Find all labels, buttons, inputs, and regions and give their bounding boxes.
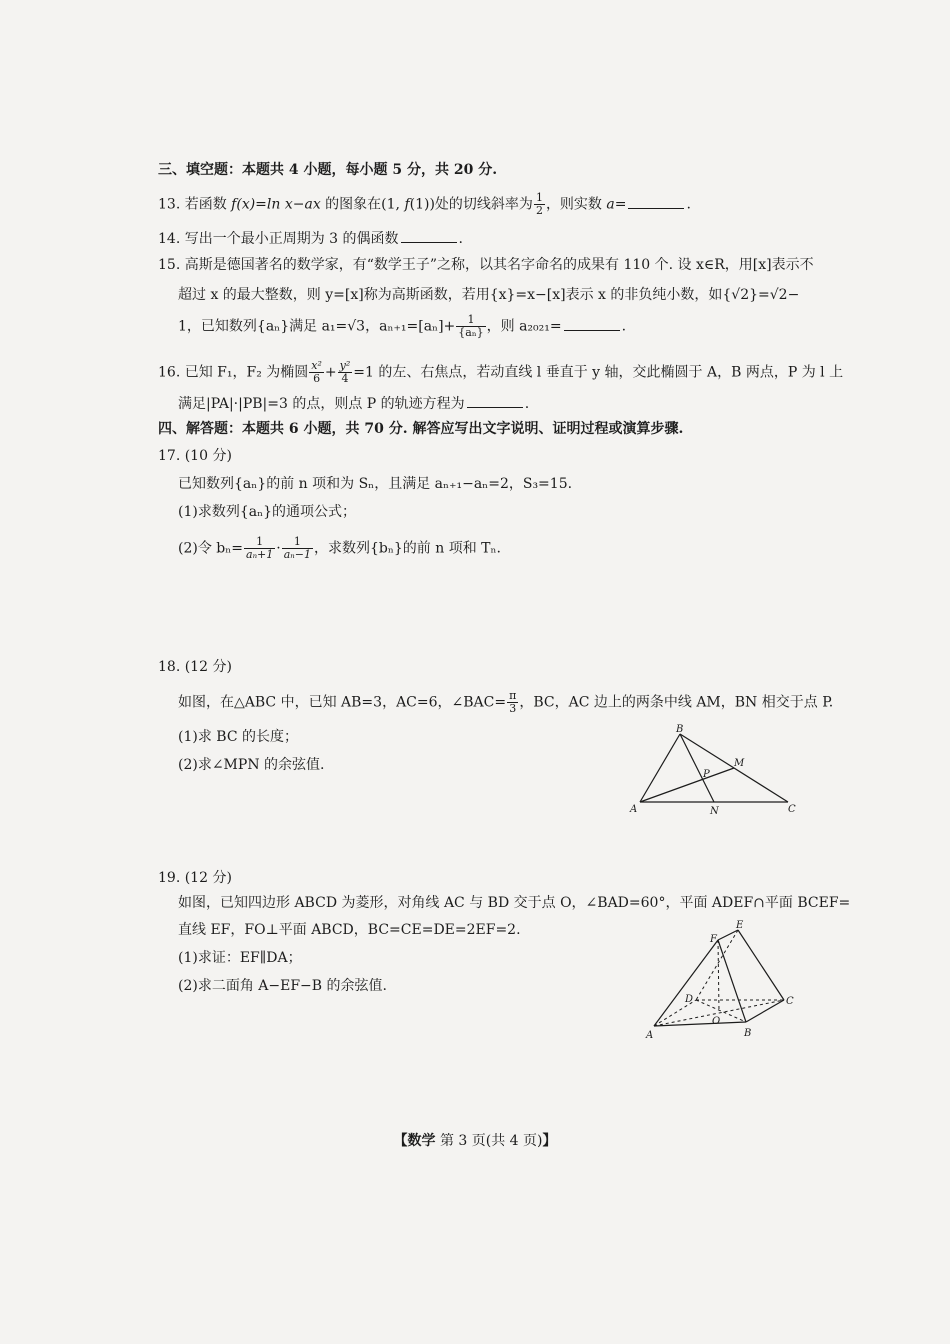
q18-label-b: B: [676, 724, 684, 735]
q19-polyhedron-figure: [640, 918, 800, 1044]
q13-fraction: [534, 192, 545, 217]
question-13: [158, 192, 691, 217]
q18-edge-ab: [640, 734, 680, 802]
q17-head: 17. (10 分): [158, 448, 232, 464]
q15-end: .: [621, 318, 627, 335]
q17-line-1: 已知数列{aₙ}的前 n 项和为 Sₙ，且满足 aₙ₊₁−aₙ=2，S₃=15.: [178, 476, 573, 492]
q18-label-a: A: [630, 804, 638, 815]
q16-f1-den: 6: [313, 372, 321, 385]
q19-line-1: 如图，已知四边形 ABCD 为菱形，对角线 AC 与 BD 交于点 O，∠BAD=60°，平面 ADEF∩平面 BCEF=: [178, 895, 851, 911]
q17-line-3a: (2)令 bₙ=: [178, 540, 244, 557]
q19-line-3: (1)求证：EF∥DA；: [178, 950, 302, 966]
q18-line-2: (1)求 BC 的长度；: [178, 729, 298, 745]
q16-line-1: [158, 360, 843, 385]
q14-end: .: [458, 231, 463, 247]
q18-line-1b: ，BC，AC 边上的两条中线 AM，BN 相交于点 P.: [519, 694, 834, 711]
q15-line-3: [178, 314, 626, 339]
q13-end: .: [686, 196, 691, 213]
q15-frac-den: {aₙ}: [458, 326, 484, 339]
q15-fraction: [456, 314, 485, 339]
q16-line-1b: =1 的左、右焦点，若动直线 l 垂直于 y 轴，交此椭圆于 A，B 两点，P 为 l 上: [353, 364, 844, 381]
q17-fraction-2: [282, 536, 313, 561]
q19-edge-ec: [738, 930, 784, 1000]
q19-edge-fe: [718, 930, 738, 940]
q18-label-m: M: [734, 758, 745, 769]
q18-line-1a: 如图，在△ABC 中，已知 AB=3，AC=6，∠BAC=: [178, 694, 507, 711]
q18-frac-num: π: [509, 689, 517, 702]
q16-f1-num: x²: [311, 359, 322, 372]
q18-label-n: N: [710, 806, 719, 817]
q16-answer-blank: [467, 393, 523, 408]
q17-f1-num: 1: [244, 536, 275, 549]
q15-frac-num: 1: [456, 314, 485, 327]
q19-label-a: A: [646, 1030, 654, 1041]
q13-eq: =: [614, 196, 627, 213]
q14-text: 14. 写出一个最小正周期为 3 的偶函数: [158, 231, 399, 247]
q13-a: a: [606, 196, 615, 213]
q17-line-3: [178, 536, 501, 561]
q19-label-b: B: [744, 1028, 752, 1039]
q18-head: 18. (12 分): [158, 659, 232, 675]
q19-head: 19. (12 分): [158, 870, 232, 886]
q13-text-3: (1))处的切线斜率为: [409, 196, 533, 213]
q16-fraction-y: [338, 360, 353, 385]
q19-label-o: O: [712, 1016, 721, 1027]
q18-fraction: [507, 690, 518, 715]
q13-answer-blank: [628, 194, 684, 209]
footer-end: 】: [542, 1133, 557, 1149]
q15-line-3a: 1，已知数列{aₙ}满足 a₁=√3，aₙ₊₁=[aₙ]+: [178, 318, 456, 335]
q17-line-3b: ，求数列{bₙ}的前 n 项和 Tₙ.: [313, 540, 501, 557]
q16-fraction-x: [309, 360, 324, 385]
footer-subject: 【数学: [393, 1133, 436, 1149]
q19-edge-fb: [718, 940, 746, 1022]
q19-edge-fa: [654, 940, 721, 1027]
q14-answer-blank: [401, 228, 457, 243]
q17-dot: ·: [276, 540, 281, 557]
q13-func: f(x)=ln x−ax: [231, 196, 321, 213]
q19-label-d: D: [685, 994, 694, 1005]
q16-end: .: [524, 396, 530, 412]
q16-f2-den: 4: [341, 372, 349, 385]
q16-line-1a: 16. 已知 F₁，F₂ 为椭圆: [158, 364, 309, 381]
q18-label-c: C: [788, 804, 796, 815]
q15-line-2: 超过 x 的最大整数，则 y=[x]称为高斯函数，若用{x}=x−[x]表示 x 的非负纯小数，如{√2}=√2−: [178, 287, 800, 303]
q19-label-e: E: [736, 920, 744, 931]
q13-text-4: ，则实数: [545, 196, 607, 213]
q16-f2-num: y²: [339, 359, 351, 372]
q16-line-2-text: 满足|PA|·|PB|=3 的点，则点 P 的轨迹方程为: [178, 396, 465, 412]
q19-edge-bc: [746, 1000, 784, 1022]
q18-line-1: [178, 690, 833, 715]
q17-line-2: (1)求数列{aₙ}的通项公式；: [178, 504, 357, 520]
q18-triangle-figure: [628, 722, 800, 818]
q19-edge-fo: [718, 940, 719, 1011]
q13-frac-den: 2: [535, 204, 543, 217]
q16-line-2: [178, 393, 529, 414]
q19-line-2: 直线 EF，FO⊥平面 ABCD，BC=CE=DE=2EF=2.: [178, 922, 521, 938]
q13-text-2: 的图象在(1,: [320, 196, 405, 213]
q18-median-am: [640, 768, 734, 802]
q13-f: f: [404, 196, 410, 213]
q18-label-p: P: [703, 769, 710, 780]
footer-page: 第 3 页(共 4 页): [435, 1133, 543, 1149]
q19-label-c: C: [786, 996, 794, 1007]
q15-line-1: 15. 高斯是德国著名的数学家，有“数学王子”之称，以其名字命名的成果有 110 个. 设 x∈R，用[x]表示不: [158, 257, 814, 273]
q19-edge-ab: [654, 1022, 746, 1026]
page-footer: [0, 1130, 950, 1150]
q13-text-1: 13. 若函数: [158, 196, 232, 213]
q15-answer-blank: [564, 316, 620, 331]
q19-line-4: (2)求二面角 A−EF−B 的余弦值.: [178, 978, 387, 994]
question-14: [158, 228, 463, 249]
q19-label-f: F: [710, 934, 717, 945]
q18-frac-den: 3: [509, 702, 517, 715]
section3-title: 三、填空题：本题共 4 小题，每小题 5 分，共 20 分.: [158, 162, 498, 178]
q16-plus: +: [324, 364, 337, 381]
q17-f2-num: 1: [282, 536, 313, 549]
q15-line-3b: ，则 a₂₀₂₁=: [486, 318, 562, 335]
q13-frac-num: 1: [535, 191, 543, 204]
q17-f1-den: aₙ+1: [246, 548, 274, 561]
q17-f2-den: aₙ−1: [283, 548, 311, 561]
section4-title: 四、解答题：本题共 6 小题，共 70 分. 解答应写出文字说明、证明过程或演算步骤.: [158, 421, 684, 437]
q18-line-3: (2)求∠MPN 的余弦值.: [178, 757, 325, 773]
q17-fraction-1: [244, 536, 275, 561]
q19-diag-bd: [696, 1000, 746, 1022]
